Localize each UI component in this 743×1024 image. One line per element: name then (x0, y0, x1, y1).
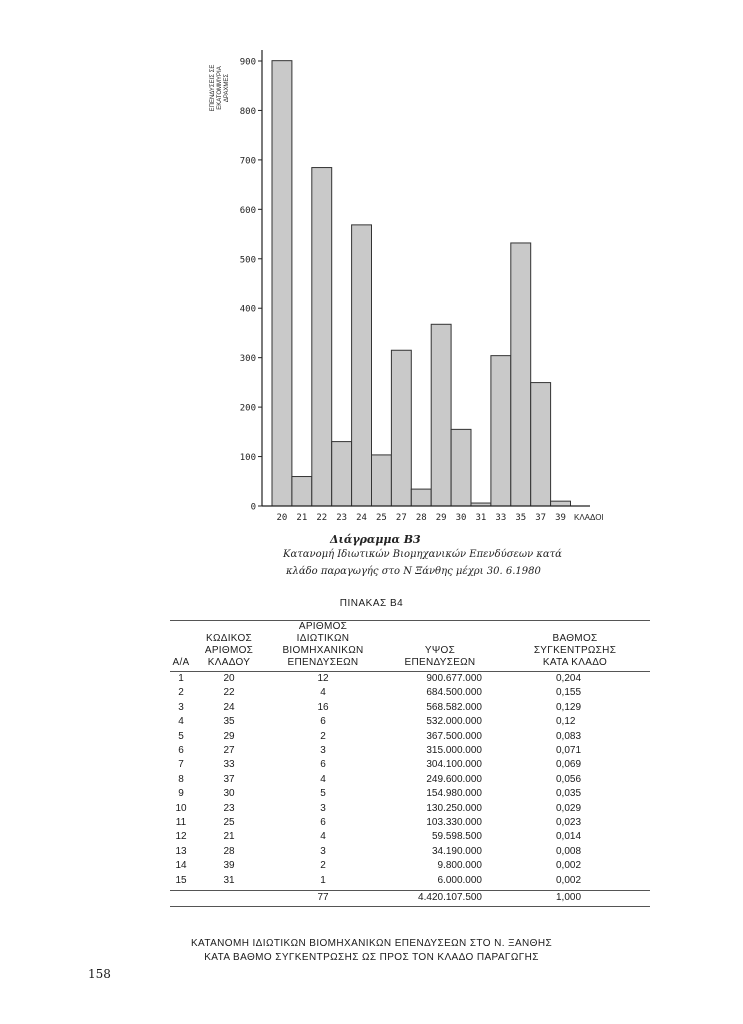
row-degree-cell: 0,023 (556, 817, 582, 829)
y-axis-label-line: ΕΚΑΤΟΜΜΥΡΙΑ (217, 66, 223, 110)
footer-caption-line: ΚΑΤΑ ΒΑΘΜΟ ΣΥΓΚΕΝΤΡΩΣΗΣ ΩΣ ΠΡΟΣ ΤΟΝ ΚΛΑΔΟ ΠΑΡΑΓΩΓΗΣ (204, 952, 539, 963)
row-aa-cell: 11 (175, 817, 187, 829)
x-tick-label: 27 (395, 513, 407, 523)
row-code-cell: 31 (223, 874, 235, 886)
row-aa-cell: 3 (178, 701, 184, 713)
table-row (170, 830, 650, 844)
row-degree-cell: 0,056 (556, 773, 582, 785)
row-aa-cell: 9 (178, 788, 184, 800)
row-aa-cell: 8 (178, 773, 184, 785)
header-amount (380, 621, 500, 672)
header-code-line: ΚΛΑΔΟΥ (207, 657, 251, 668)
row-degree-cell: 0,083 (556, 730, 582, 742)
row-code-cell: 33 (223, 759, 235, 771)
bar-20 (272, 61, 292, 506)
row-aa-cell: 2 (178, 687, 184, 699)
row-aa-cell: 6 (178, 745, 184, 757)
header-count-line: ΙΔΙΩΤΙΚΩΝ (296, 633, 350, 644)
x-tick-label: 39 (555, 513, 566, 523)
row-aa-cell: 12 (175, 831, 187, 843)
bar-37 (531, 383, 551, 506)
row-code-cell: 39 (223, 860, 235, 872)
row-degree-cell: 0,129 (556, 701, 582, 713)
row-amount-cell: 900.677.000 (426, 673, 482, 684)
table-row (170, 816, 650, 830)
x-tick-label: 25 (376, 513, 387, 523)
header-code (192, 621, 266, 672)
x-tick-label: 30 (455, 513, 467, 523)
row-code-cell: 29 (223, 730, 235, 742)
row-code-cell: 25 (223, 817, 235, 829)
total-aa-cell (170, 891, 192, 906)
header-degree-line: ΚΑΤΑ ΚΛΑΔΟ (542, 657, 608, 668)
table-body (170, 672, 650, 891)
chart-title: Διάγραμμα Β3 (330, 533, 421, 546)
y-axis-label-line: ΔΡΑΧΜΕΣ (224, 73, 230, 103)
header-aa (170, 621, 192, 672)
table-row (170, 802, 650, 816)
row-count-cell: 3 (320, 802, 326, 814)
investment-table (170, 620, 650, 907)
row-aa-cell: 15 (175, 874, 187, 886)
y-tick-label: 0 (250, 502, 256, 513)
row-degree-cell: 0,069 (556, 759, 582, 771)
bar-28 (411, 489, 431, 506)
row-degree-cell: 0,204 (556, 673, 582, 684)
y-tick-label: 700 (239, 156, 256, 167)
row-count-cell: 2 (320, 730, 326, 742)
x-tick-label: 35 (515, 513, 527, 523)
header-count-line: ΕΠΕΝΔΥΣΕΩΝ (287, 657, 359, 668)
row-count-cell: 4 (320, 773, 326, 785)
row-count-cell: 5 (320, 788, 326, 800)
table-row (170, 715, 650, 729)
x-tick-label: 23 (336, 513, 348, 523)
x-tick-label: 28 (415, 513, 427, 523)
x-tick-label: 31 (475, 513, 487, 523)
row-code-cell: 22 (223, 687, 235, 699)
row-count-cell: 6 (320, 817, 326, 829)
footer-caption-line: ΚΑΤΑΝΟΜΗ ΙΔΙΩΤΙΚΩΝ ΒΙΟΜΗΧΑΝΙΚΩΝ ΕΠΕΝΔΥΣΕΩΝ ΣΤΟ Ν. ΞΑΝΘΗΣ (190, 938, 553, 949)
row-amount-cell: 568.582.000 (426, 701, 482, 713)
row-degree-cell: 0,155 (556, 687, 582, 699)
row-amount-cell: 6.000.000 (437, 874, 482, 886)
row-amount-cell: 59.598.500 (431, 831, 482, 843)
x-tick-label: 24 (356, 513, 367, 523)
row-amount-cell: 154.980.000 (426, 788, 482, 800)
row-amount-cell: 9.800.000 (437, 860, 482, 872)
row-degree-cell: 0,008 (556, 845, 582, 857)
y-tick-label: 100 (239, 453, 256, 464)
row-aa-cell: 1 (178, 673, 184, 684)
row-count-cell: 12 (317, 673, 329, 684)
x-tick-label: 37 (535, 513, 547, 523)
y-tick-label: 800 (239, 106, 256, 117)
row-code-cell: 35 (223, 716, 235, 728)
header-count-line: ΑΡΙΘΜΟΣ (298, 621, 348, 632)
y-tick-label: 200 (239, 403, 256, 414)
x-tick-label: 29 (435, 513, 447, 523)
row-count-cell: 6 (320, 759, 326, 771)
row-count-cell: 4 (320, 687, 326, 699)
table-row (170, 787, 650, 801)
row-aa-cell: 14 (175, 860, 187, 872)
x-tick-label: 21 (296, 513, 308, 523)
bar-25 (372, 455, 392, 506)
table-row (170, 758, 650, 772)
header-degree (500, 621, 650, 672)
total-code-cell (192, 891, 266, 906)
bar-33 (491, 356, 511, 506)
y-tick-label: 900 (239, 57, 256, 68)
row-count-cell: 1 (320, 874, 326, 886)
y-axis (240, 50, 262, 513)
bars (272, 61, 571, 506)
x-tick-label: 33 (495, 513, 507, 523)
table-row (170, 672, 650, 687)
total-degree-cell: 1,000 (556, 892, 582, 904)
row-amount-cell: 130.250.000 (426, 802, 482, 814)
header-code-line: ΑΡΙΘΜΟΣ (204, 645, 254, 656)
row-aa-cell: 4 (178, 716, 184, 728)
y-tick-label: 600 (239, 205, 256, 216)
table-row (170, 701, 650, 715)
row-degree-cell: 0,12 (556, 716, 576, 728)
row-count-cell: 6 (320, 716, 326, 728)
footer-caption (0, 937, 743, 965)
row-code-cell: 30 (223, 788, 235, 800)
chart-subtitle-line-1: Κατανομή Ιδιωτικών Βιομηχανικών Επενδύσεων κατά (283, 549, 562, 560)
bar-35 (511, 243, 531, 506)
row-count-cell: 2 (320, 860, 326, 872)
bar-23 (332, 442, 352, 506)
table-header-row (170, 621, 650, 672)
row-code-cell: 21 (223, 831, 235, 843)
page-number: 158 (88, 967, 111, 981)
row-aa-cell: 7 (178, 759, 184, 771)
table-row (170, 773, 650, 787)
row-code-cell: 27 (223, 745, 235, 757)
y-tick-label: 300 (239, 354, 256, 365)
row-aa-cell: 10 (175, 802, 187, 814)
x-axis-label: ΚΛΑΔΟΙ (574, 513, 604, 522)
row-amount-cell: 34.190.000 (431, 845, 482, 857)
x-tick-label: 22 (316, 513, 328, 523)
y-tick-label: 400 (239, 304, 256, 315)
y-axis-label-line: ΕΠΕΝΔΥΣΕΙΣ ΣΕ (210, 64, 216, 112)
total-amount-cell: 4.420.107.500 (418, 892, 482, 904)
bar-30 (451, 429, 471, 506)
table-total-row (170, 891, 650, 906)
row-amount-cell: 249.600.000 (426, 773, 482, 785)
x-tick-label: 20 (276, 513, 288, 523)
table-row (170, 744, 650, 758)
row-degree-cell: 0,002 (556, 860, 582, 872)
header-count-line: ΒΙΟΜΗΧΑΝΙΚΩΝ (282, 645, 364, 656)
row-amount-cell: 532.000.000 (426, 716, 482, 728)
table-row (170, 859, 650, 873)
table-row (170, 874, 650, 891)
row-count-cell: 3 (320, 745, 326, 757)
header-code-line: ΚΩΔΙΚΟΣ (205, 633, 253, 644)
row-code-cell: 37 (223, 773, 235, 785)
table-row (170, 686, 650, 700)
header-amount-line: ΕΠΕΝΔΥΣΕΩΝ (404, 657, 476, 668)
row-amount-cell: 315.000.000 (426, 745, 482, 757)
bar-21 (292, 477, 312, 506)
x-axis (262, 506, 604, 523)
bar-27 (391, 350, 411, 506)
row-amount-cell: 103.330.000 (426, 817, 482, 829)
row-count-cell: 4 (320, 831, 326, 843)
header-amount-line: ΥΨΟΣ (424, 645, 456, 656)
table-caption: ΠΙΝΑΚΑΣ Β4 (339, 598, 404, 609)
row-code-cell: 28 (223, 845, 235, 857)
row-aa-cell: 5 (178, 730, 184, 742)
row-count-cell: 3 (320, 845, 326, 857)
row-amount-cell: 684.500.000 (426, 687, 482, 699)
row-code-cell: 23 (223, 802, 235, 814)
bar-29 (431, 324, 451, 506)
row-code-cell: 20 (223, 673, 235, 684)
row-count-cell: 16 (317, 701, 329, 713)
table-row (170, 845, 650, 859)
chart-subtitle-line-2: κλάδο παραγωγής στο Ν Ξάνθης μέχρι 30. 6.1980 (286, 566, 541, 577)
row-aa-cell: 13 (175, 845, 187, 857)
row-code-cell: 24 (223, 701, 235, 713)
header-degree-line: ΒΑΘΜΟΣ (552, 633, 598, 644)
row-degree-cell: 0,035 (556, 788, 582, 800)
header-degree-line: ΣΥΓΚΕΝΤΡΩΣΗΣ (533, 645, 617, 656)
total-count-cell: 77 (317, 892, 329, 904)
bar-24 (352, 225, 372, 506)
bar-22 (312, 168, 332, 506)
bar-39 (551, 501, 571, 506)
table-row (170, 730, 650, 744)
row-degree-cell: 0,002 (556, 874, 582, 886)
row-degree-cell: 0,071 (556, 745, 582, 757)
row-degree-cell: 0,029 (556, 802, 582, 814)
row-amount-cell: 367.500.000 (426, 730, 482, 742)
y-tick-label: 500 (239, 255, 256, 266)
row-amount-cell: 304.100.000 (426, 759, 482, 771)
y-axis-label (210, 65, 230, 112)
header-count (266, 621, 380, 672)
row-degree-cell: 0,014 (556, 831, 582, 843)
header-aa-line: Α/Α (172, 657, 190, 668)
